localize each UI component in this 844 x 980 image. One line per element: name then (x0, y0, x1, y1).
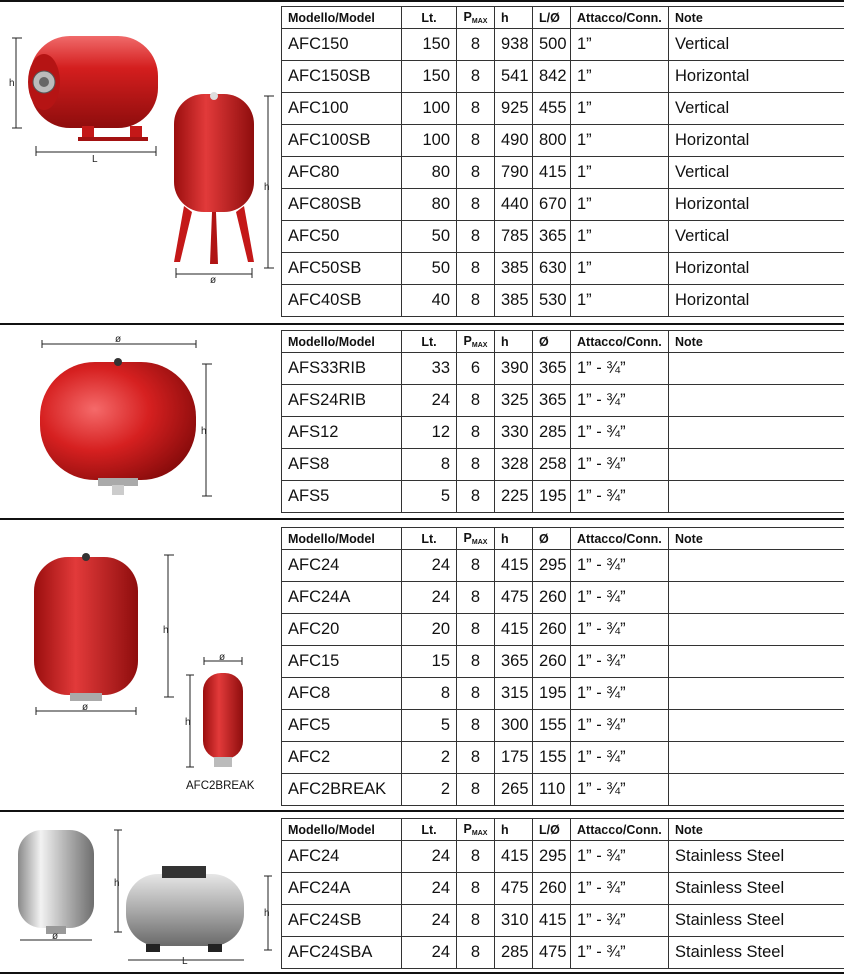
dim-L-label: L (92, 154, 98, 165)
small-tank-icon (203, 673, 243, 767)
dim-diameter-label: ø (82, 702, 89, 713)
cell-pmax: 8 (457, 582, 495, 614)
section-separator (0, 0, 844, 2)
col-header-connection: Attacco/Conn. (571, 819, 669, 841)
cell-model: AFC50SB (282, 253, 402, 285)
col-header-model: Modello/Model (282, 819, 402, 841)
cell-liters: 8 (402, 678, 457, 710)
cell-diameter: 415 (533, 905, 571, 937)
cell-diameter: 258 (533, 449, 571, 481)
vertical-tank-icon (34, 553, 138, 701)
cell-pmax: 8 (457, 550, 495, 582)
col-header-model: Modello/Model (282, 528, 402, 550)
cell-diameter: 365 (533, 221, 571, 253)
table-row (282, 221, 844, 253)
col-header-diameter: L/Ø (533, 819, 571, 841)
spec-table (281, 818, 844, 969)
dim-h-label: h (201, 426, 207, 437)
col-header-connection: Attacco/Conn. (571, 528, 669, 550)
cell-h: 175 (495, 742, 533, 774)
cell-diameter: 195 (533, 678, 571, 710)
product-image-cell (0, 330, 281, 517)
cell-liters: 20 (402, 614, 457, 646)
table-row (282, 937, 844, 969)
cell-pmax: 8 (457, 646, 495, 678)
cell-liters: 24 (402, 550, 457, 582)
cell-pmax: 8 (457, 125, 495, 157)
table-row (282, 449, 844, 481)
cell-model: AFC24A (282, 873, 402, 905)
cell-connection: 1” - ¾” (571, 353, 669, 385)
cell-pmax: 8 (457, 189, 495, 221)
image-caption: AFC2BREAK (186, 780, 255, 792)
cell-h: 390 (495, 353, 533, 385)
cell-h: 415 (495, 614, 533, 646)
cell-diameter: 530 (533, 285, 571, 317)
cell-diameter: 155 (533, 710, 571, 742)
table-header-row (282, 819, 844, 841)
cell-h: 440 (495, 189, 533, 221)
cell-h: 285 (495, 937, 533, 969)
cell-model: AFS8 (282, 449, 402, 481)
cell-note (669, 614, 844, 646)
cell-note: Vertical (669, 93, 844, 125)
cell-pmax: 8 (457, 742, 495, 774)
table-row (282, 157, 844, 189)
cell-liters: 12 (402, 417, 457, 449)
dim-h-label: h (9, 78, 15, 89)
cell-h: 365 (495, 646, 533, 678)
cell-connection: 1” - ¾” (571, 710, 669, 742)
cell-pmax: 8 (457, 481, 495, 513)
dim-diameter-label: ø (115, 334, 122, 345)
section-large-vessels (0, 6, 844, 322)
cell-diameter: 295 (533, 550, 571, 582)
cell-h: 315 (495, 678, 533, 710)
cell-liters: 80 (402, 157, 457, 189)
cell-diameter: 800 (533, 125, 571, 157)
cell-liters: 50 (402, 221, 457, 253)
spec-table (281, 6, 844, 317)
cell-model: AFC2 (282, 742, 402, 774)
table-row (282, 481, 844, 513)
cell-note (669, 646, 844, 678)
cell-note: Stainless Steel (669, 937, 844, 969)
cell-pmax: 8 (457, 905, 495, 937)
cell-model: AFS5 (282, 481, 402, 513)
cell-model: AFC15 (282, 646, 402, 678)
cell-liters: 150 (402, 29, 457, 61)
col-header-pmax: $P_{MAX}$ (457, 331, 495, 353)
cell-liters: 2 (402, 742, 457, 774)
cell-note (669, 481, 844, 513)
dim-L-label: L (182, 956, 188, 967)
col-header-diameter: Ø (533, 528, 571, 550)
cell-liters: 24 (402, 841, 457, 873)
cell-diameter: 155 (533, 742, 571, 774)
cell-model: AFC100 (282, 93, 402, 125)
cell-pmax: 8 (457, 61, 495, 93)
table-row (282, 646, 844, 678)
cell-note (669, 710, 844, 742)
cell-model: AFC8 (282, 678, 402, 710)
table-row (282, 125, 844, 157)
table-row (282, 841, 844, 873)
cell-h: 490 (495, 125, 533, 157)
cell-connection: 1” (571, 253, 669, 285)
cell-model: AFC24 (282, 841, 402, 873)
col-header-pmax: $P_{MAX}$ (457, 7, 495, 29)
table-row (282, 417, 844, 449)
cell-liters: 100 (402, 93, 457, 125)
cell-connection: 1” - ¾” (571, 481, 669, 513)
cell-note (669, 449, 844, 481)
cell-liters: 2 (402, 774, 457, 806)
cell-note (669, 417, 844, 449)
section-afc-small-vessels (0, 527, 844, 809)
cell-diameter: 260 (533, 646, 571, 678)
table-header-row (282, 528, 844, 550)
cell-note: Stainless Steel (669, 905, 844, 937)
col-header-model: Modello/Model (282, 331, 402, 353)
section-separator (0, 972, 844, 974)
cell-h: 785 (495, 221, 533, 253)
table-row (282, 29, 844, 61)
cell-connection: 1” (571, 157, 669, 189)
cell-h: 790 (495, 157, 533, 189)
dim-h-label: h (185, 717, 191, 728)
cell-connection: 1” (571, 125, 669, 157)
section-separator (0, 518, 844, 520)
product-image-cell (0, 6, 281, 322)
section-stainless-vessels (0, 818, 844, 972)
table-row (282, 774, 844, 806)
cell-h: 475 (495, 873, 533, 905)
cell-liters: 33 (402, 353, 457, 385)
cell-diameter: 260 (533, 614, 571, 646)
stainless-horizontal-tank-icon (126, 866, 244, 952)
cell-model: AFC100SB (282, 125, 402, 157)
cell-note: Horizontal (669, 125, 844, 157)
table-row (282, 353, 844, 385)
cell-model: AFC24SBA (282, 937, 402, 969)
cell-pmax: 8 (457, 873, 495, 905)
col-header-diameter: L/Ø (533, 7, 571, 29)
cell-model: AFC40SB (282, 285, 402, 317)
section-separator (0, 323, 844, 325)
cell-connection: 1” (571, 189, 669, 221)
dim-h-label: h (264, 182, 270, 193)
cell-note (669, 678, 844, 710)
col-header-liters: Lt. (402, 331, 457, 353)
cell-h: 415 (495, 841, 533, 873)
col-header-connection: Attacco/Conn. (571, 331, 669, 353)
col-header-pmax: $P_{MAX}$ (457, 528, 495, 550)
cell-liters: 50 (402, 253, 457, 285)
cell-note: Horizontal (669, 189, 844, 221)
cell-liters: 5 (402, 481, 457, 513)
cell-liters: 15 (402, 646, 457, 678)
cell-model: AFC24A (282, 582, 402, 614)
cell-connection: 1” (571, 221, 669, 253)
cell-diameter: 415 (533, 157, 571, 189)
cell-note (669, 353, 844, 385)
cell-connection: 1” (571, 29, 669, 61)
cell-note: Stainless Steel (669, 841, 844, 873)
table-row (282, 93, 844, 125)
cell-h: 938 (495, 29, 533, 61)
cell-diameter: 260 (533, 582, 571, 614)
cell-pmax: 8 (457, 449, 495, 481)
cell-liters: 8 (402, 449, 457, 481)
table-row (282, 253, 844, 285)
col-header-liters: Lt. (402, 819, 457, 841)
cell-connection: 1” - ¾” (571, 873, 669, 905)
cell-liters: 24 (402, 873, 457, 905)
vessel-drawings (0, 527, 281, 809)
cell-h: 925 (495, 93, 533, 125)
vertical-tank-icon (174, 92, 254, 264)
cell-model: AFC2BREAK (282, 774, 402, 806)
cell-diameter: 260 (533, 873, 571, 905)
vessel-drawings (0, 330, 281, 517)
table-row (282, 710, 844, 742)
col-header-pmax: $P_{MAX}$ (457, 819, 495, 841)
cell-h: 541 (495, 61, 533, 93)
cell-model: AFC150SB (282, 61, 402, 93)
cell-pmax: 8 (457, 157, 495, 189)
cell-connection: 1” - ¾” (571, 678, 669, 710)
col-header-model: Modello/Model (282, 7, 402, 29)
cell-liters: 150 (402, 61, 457, 93)
cell-connection: 1” (571, 61, 669, 93)
cell-connection: 1” - ¾” (571, 614, 669, 646)
cell-liters: 24 (402, 582, 457, 614)
table-header-row (282, 7, 844, 29)
cell-pmax: 6 (457, 353, 495, 385)
cell-note (669, 582, 844, 614)
cell-connection: 1” - ¾” (571, 449, 669, 481)
cell-diameter: 475 (533, 937, 571, 969)
col-header-note: Note (669, 331, 844, 353)
cell-diameter: 195 (533, 481, 571, 513)
cell-diameter: 365 (533, 353, 571, 385)
col-header-liters: Lt. (402, 7, 457, 29)
col-header-h: h (495, 819, 533, 841)
cell-diameter: 295 (533, 841, 571, 873)
cell-h: 475 (495, 582, 533, 614)
cell-pmax: 8 (457, 221, 495, 253)
table-row (282, 678, 844, 710)
cell-h: 265 (495, 774, 533, 806)
table-header-row (282, 331, 844, 353)
cell-pmax: 8 (457, 841, 495, 873)
section-afs-vessels (0, 330, 844, 517)
cell-pmax: 8 (457, 385, 495, 417)
cell-diameter: 500 (533, 29, 571, 61)
cell-liters: 40 (402, 285, 457, 317)
cell-connection: 1” - ¾” (571, 385, 669, 417)
cell-h: 225 (495, 481, 533, 513)
cell-h: 328 (495, 449, 533, 481)
spec-table (281, 330, 844, 513)
cell-diameter: 842 (533, 61, 571, 93)
cell-h: 385 (495, 285, 533, 317)
cell-diameter: 110 (533, 774, 571, 806)
cell-note (669, 742, 844, 774)
cell-pmax: 8 (457, 93, 495, 125)
cell-note: Horizontal (669, 253, 844, 285)
cell-model: AFC20 (282, 614, 402, 646)
col-header-connection: Attacco/Conn. (571, 7, 669, 29)
cell-note (669, 550, 844, 582)
cell-model: AFC24 (282, 550, 402, 582)
cell-pmax: 8 (457, 937, 495, 969)
cell-connection: 1” - ¾” (571, 742, 669, 774)
section-separator (0, 810, 844, 812)
cell-liters: 100 (402, 125, 457, 157)
col-header-h: h (495, 528, 533, 550)
cell-model: AFC80 (282, 157, 402, 189)
cell-liters: 80 (402, 189, 457, 221)
table-row (282, 742, 844, 774)
cell-note: Horizontal (669, 285, 844, 317)
cell-diameter: 670 (533, 189, 571, 221)
cell-pmax: 8 (457, 774, 495, 806)
cell-model: AFS24RIB (282, 385, 402, 417)
col-header-note: Note (669, 528, 844, 550)
product-image-cell (0, 818, 281, 972)
cell-diameter: 365 (533, 385, 571, 417)
cell-note: Vertical (669, 221, 844, 253)
col-header-liters: Lt. (402, 528, 457, 550)
cell-diameter: 285 (533, 417, 571, 449)
spec-table (281, 527, 844, 806)
cell-model: AFC24SB (282, 905, 402, 937)
cell-model: AFS12 (282, 417, 402, 449)
cell-connection: 1” - ¾” (571, 417, 669, 449)
cell-note: Stainless Steel (669, 873, 844, 905)
cell-connection: 1” - ¾” (571, 905, 669, 937)
spherical-tank-icon (40, 358, 196, 495)
dim-h-label: h (163, 625, 169, 636)
col-header-h: h (495, 7, 533, 29)
dim-diameter-label: ø (210, 275, 217, 286)
cell-h: 300 (495, 710, 533, 742)
table-row (282, 189, 844, 221)
col-header-note: Note (669, 7, 844, 29)
cell-note: Vertical (669, 157, 844, 189)
cell-model: AFC150 (282, 29, 402, 61)
dim-h-label: h (114, 878, 120, 889)
cell-h: 385 (495, 253, 533, 285)
cell-note: Vertical (669, 29, 844, 61)
cell-model: AFS33RIB (282, 353, 402, 385)
cell-liters: 5 (402, 710, 457, 742)
vessel-drawings (0, 6, 281, 322)
cell-note (669, 385, 844, 417)
horizontal-tank-icon (28, 36, 158, 141)
dim-diameter-label: ø (52, 931, 59, 942)
cell-pmax: 8 (457, 614, 495, 646)
table-row (282, 905, 844, 937)
cell-pmax: 8 (457, 678, 495, 710)
cell-h: 415 (495, 550, 533, 582)
table-row (282, 285, 844, 317)
vessel-drawings (0, 818, 281, 972)
cell-model: AFC80SB (282, 189, 402, 221)
cell-pmax: 8 (457, 29, 495, 61)
cell-note: Horizontal (669, 61, 844, 93)
cell-model: AFC50 (282, 221, 402, 253)
stainless-vertical-tank-icon (18, 830, 94, 934)
cell-pmax: 8 (457, 253, 495, 285)
cell-h: 325 (495, 385, 533, 417)
table-row (282, 550, 844, 582)
table-row (282, 61, 844, 93)
col-header-h: h (495, 331, 533, 353)
cell-note (669, 774, 844, 806)
dim-diameter-label: ø (219, 652, 226, 663)
cell-h: 310 (495, 905, 533, 937)
cell-diameter: 630 (533, 253, 571, 285)
product-image-cell (0, 527, 281, 809)
table-row (282, 873, 844, 905)
table-row (282, 385, 844, 417)
table-row (282, 614, 844, 646)
cell-liters: 24 (402, 905, 457, 937)
cell-pmax: 8 (457, 710, 495, 742)
cell-diameter: 455 (533, 93, 571, 125)
cell-connection: 1” - ¾” (571, 582, 669, 614)
table-row (282, 582, 844, 614)
col-header-diameter: Ø (533, 331, 571, 353)
dim-h-label: h (264, 908, 270, 919)
cell-model: AFC5 (282, 710, 402, 742)
cell-liters: 24 (402, 385, 457, 417)
cell-connection: 1” - ¾” (571, 774, 669, 806)
cell-h: 330 (495, 417, 533, 449)
cell-pmax: 8 (457, 417, 495, 449)
cell-connection: 1” - ¾” (571, 646, 669, 678)
cell-liters: 24 (402, 937, 457, 969)
cell-connection: 1” (571, 93, 669, 125)
cell-connection: 1” - ¾” (571, 937, 669, 969)
cell-connection: 1” - ¾” (571, 550, 669, 582)
cell-pmax: 8 (457, 285, 495, 317)
cell-connection: 1” - ¾” (571, 841, 669, 873)
cell-connection: 1” (571, 285, 669, 317)
col-header-note: Note (669, 819, 844, 841)
